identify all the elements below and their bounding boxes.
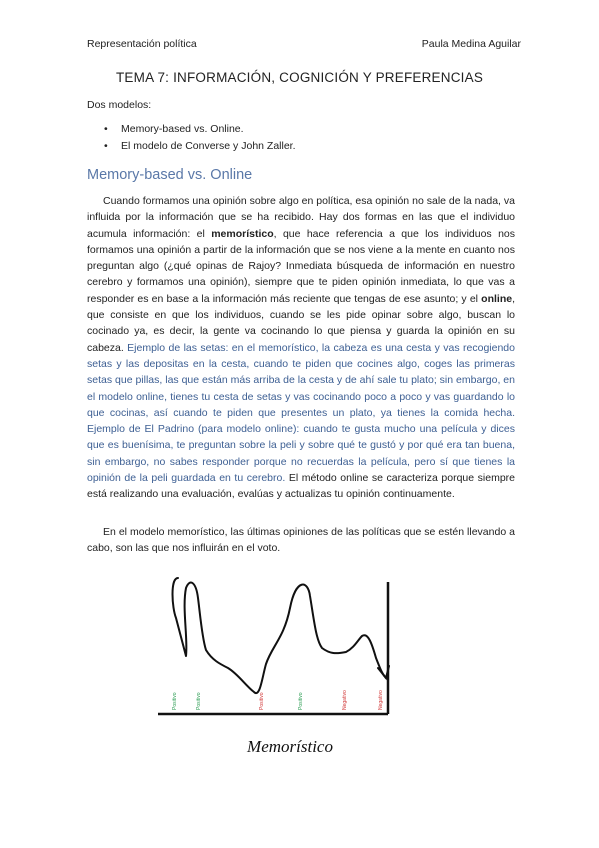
page-title: TEMA 7: INFORMACIÓN, COGNICIÓN Y PREFERENCIAS bbox=[115, 70, 484, 85]
paragraph-memoristic-vote: En el modelo memorístico, las últimas opiniones de las políticas que se estén llevando a cabo, son las que nos influirán en el voto. bbox=[87, 526, 515, 555]
bullet-item: • El modelo de Converse y John Zaller. bbox=[104, 138, 296, 155]
text-run: Cuando formamos una opinión sobre algo en política, esa opinión no sale de la nada, va influida por la información que se ha recibido. Hay dos formas en las que el individuo acumula información: el bbox=[87, 195, 515, 240]
term-online: online bbox=[481, 292, 513, 305]
tick-label: Positivo bbox=[196, 692, 202, 710]
intro-text: Dos modelos: bbox=[87, 99, 152, 111]
tick-label: Negativo bbox=[378, 690, 384, 710]
tick-label: Positivo bbox=[298, 692, 304, 710]
paragraph-memory-online bbox=[87, 193, 515, 503]
tick-label: Positivo bbox=[172, 692, 178, 710]
header-author: Paula Medina Aguilar bbox=[421, 38, 521, 50]
hand-drawn-figure bbox=[150, 568, 420, 763]
header-course: Representación política bbox=[87, 38, 197, 50]
text-run: , que hace referencia a que los individuos nos formamos una opinión a partir de la información que se nos viene a la mente en cuanto nos preguntan algo (¿qué opinas de Rajoy? Inmediata búsqueda de información en nuestro cerebro y formamos una opinión), siempre que te piden opinión inmediata, lo que vas a responder es en base a la información más reciente que tengas de ese asunto; y el bbox=[87, 227, 515, 305]
bullet-list bbox=[104, 121, 296, 155]
opinion-curve bbox=[173, 578, 387, 693]
term-memoristico: memorístico bbox=[211, 227, 274, 240]
bullet-item: • Memory-based vs. Online. bbox=[104, 121, 296, 138]
tick-label: Positivo bbox=[259, 692, 265, 710]
text-run: El método online se caracteriza porque siempre está realizando una evaluación, evalúas y actualizas tu opinión continuamente. bbox=[87, 472, 515, 501]
text-run: , que consiste en que los individuos, cuando se les pide opinar sobre algo, buscan lo cocinado ya, es decir, la gente va cocinando lo que piensa y guarda la opinión en su cabeza. bbox=[87, 292, 515, 354]
tick-label: Negativo bbox=[342, 690, 348, 710]
section-heading: Memory-based vs. Online bbox=[87, 167, 253, 183]
tick-labels bbox=[172, 690, 384, 710]
examples-text: Ejemplo de las setas: en el memorístico, la cabeza es una cesta y vas recogiendo setas y las depositas en la cesta, cuando te piden que cocines algo, coges las primeras setas que pillas, las que están más arriba de la cesta y de ahí sale tu plato; sin embargo, en el modelo online, tienes tu cesta de setas y vas cocinando poco a poco y vas guardando lo que cocinas, así cuando te piden que presentes un plato, ya tienes la comida hecha. Ejemplo de El Padrino (para modelo online): cuando te gusta mucho una película y dices que es buenísima, te preguntan sobre la peli y sobre qué te gustó y por qué era tan buena, sin embargo, no sabes responder porque no recuerdas la película, pero sí que tienes la opinión de la peli guardada en tu cerebro. bbox=[87, 341, 515, 485]
figure-caption: Memorístico bbox=[247, 737, 333, 756]
